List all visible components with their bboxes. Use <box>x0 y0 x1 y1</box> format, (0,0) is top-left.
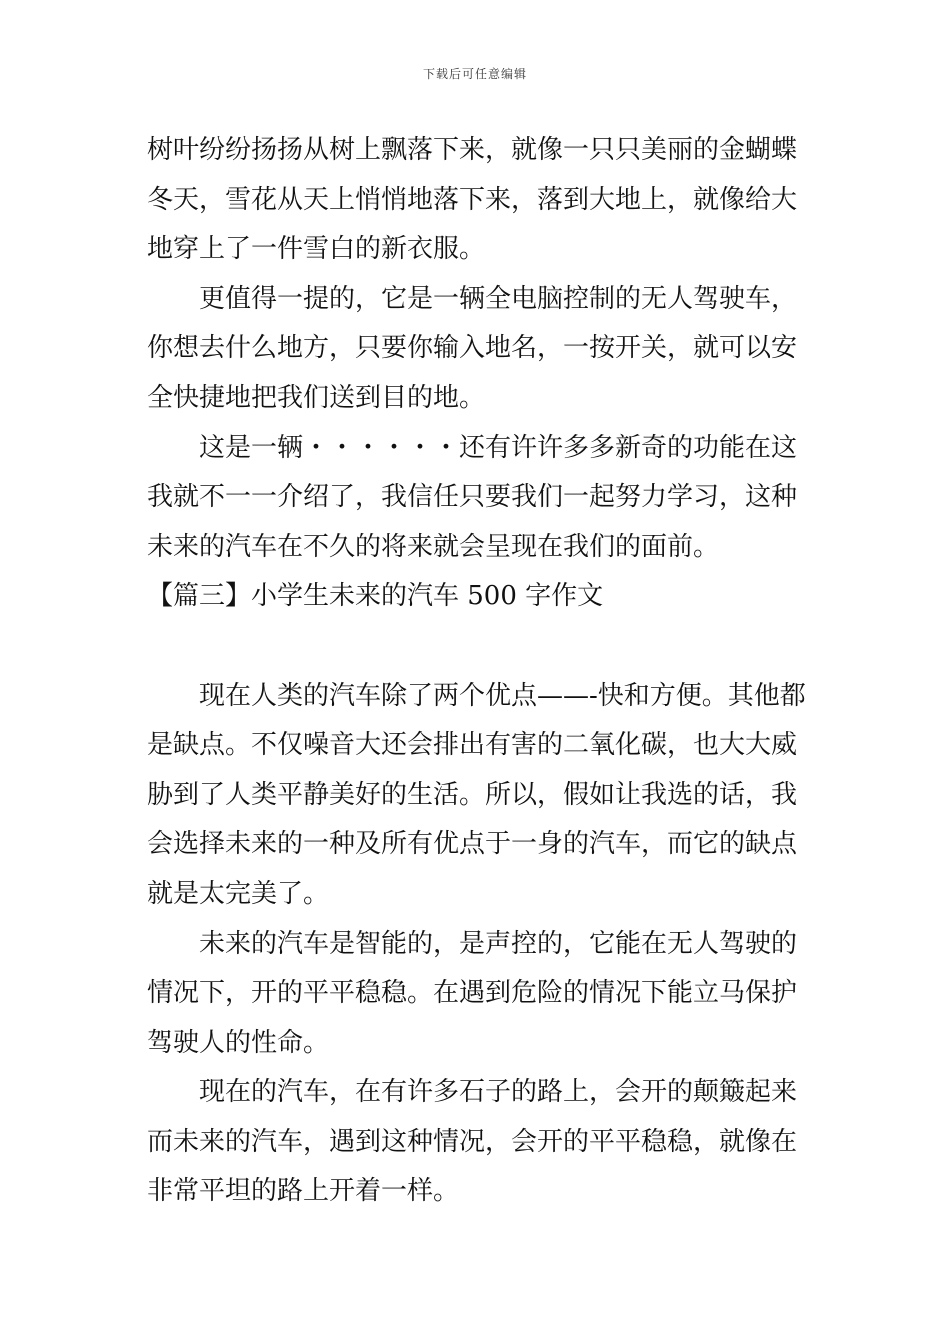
text-line: 地穿上了一件雪白的新衣服。 <box>147 234 486 265</box>
text-line: 非常平坦的路上开着一样。 <box>147 1176 460 1207</box>
section-heading: 【篇三】小学生未来的汽车 500 字作文 <box>147 581 604 612</box>
page-header: 下载后可任意编辑 <box>422 67 527 81</box>
text-line: 你想去什么地方，只要你输入地名，一按开关，就可以安 <box>147 333 798 364</box>
text-line: 就是太完美了。 <box>147 878 330 909</box>
text-line: 情况下，开的平平稳稳。在遇到危险的情况下能立马保护 <box>147 978 798 1009</box>
text-line: 冬天，雪花从天上悄悄地落下来，落到大地上，就像给大 <box>147 184 798 215</box>
text-line: 而未来的汽车，遇到这种情况，会开的平平稳稳，就像在 <box>147 1126 798 1157</box>
text-line: 树叶纷纷扬扬从树上飘落下来，就像一只只美丽的金蝴蝶 <box>147 135 798 165</box>
paragraph-start: 未来的汽车是智能的，是声控的，它能在无人驾驶的 <box>199 928 798 959</box>
text-line: 胁到了人类平静美好的生活。所以，假如让我选的话，我 <box>147 779 798 810</box>
text-line: 未来的汽车在不久的将来就会呈现在我们的面前。 <box>147 531 720 562</box>
blank-line <box>147 622 807 672</box>
paragraph-start: 现在人类的汽车除了两个优点——-快和方便。其他都 <box>199 680 806 711</box>
paragraph-start: 更值得一提的，它是一辆全电脑控制的无人驾驶车， <box>199 283 798 314</box>
text-line: 我就不一一介绍了，我信任只要我们一起努力学习，这种 <box>147 482 798 513</box>
text-line: 全快捷地把我们送到目的地。 <box>147 382 486 413</box>
paragraph-start: 现在的汽车，在有许多石子的路上，会开的颠簸起来 <box>199 1077 798 1108</box>
text-line: 驾驶人的性命。 <box>147 1027 330 1058</box>
text-line: 会选择未来的一种及所有优点于一身的汽车，而它的缺点 <box>147 829 798 860</box>
paragraph-start: 这是一辆・・・・・・还有许许多多新奇的功能在这 <box>199 432 798 463</box>
document-body <box>147 126 807 1217</box>
text-line: 是缺点。不仅噪音大还会排出有害的二氧化碳，也大大威 <box>147 730 798 761</box>
